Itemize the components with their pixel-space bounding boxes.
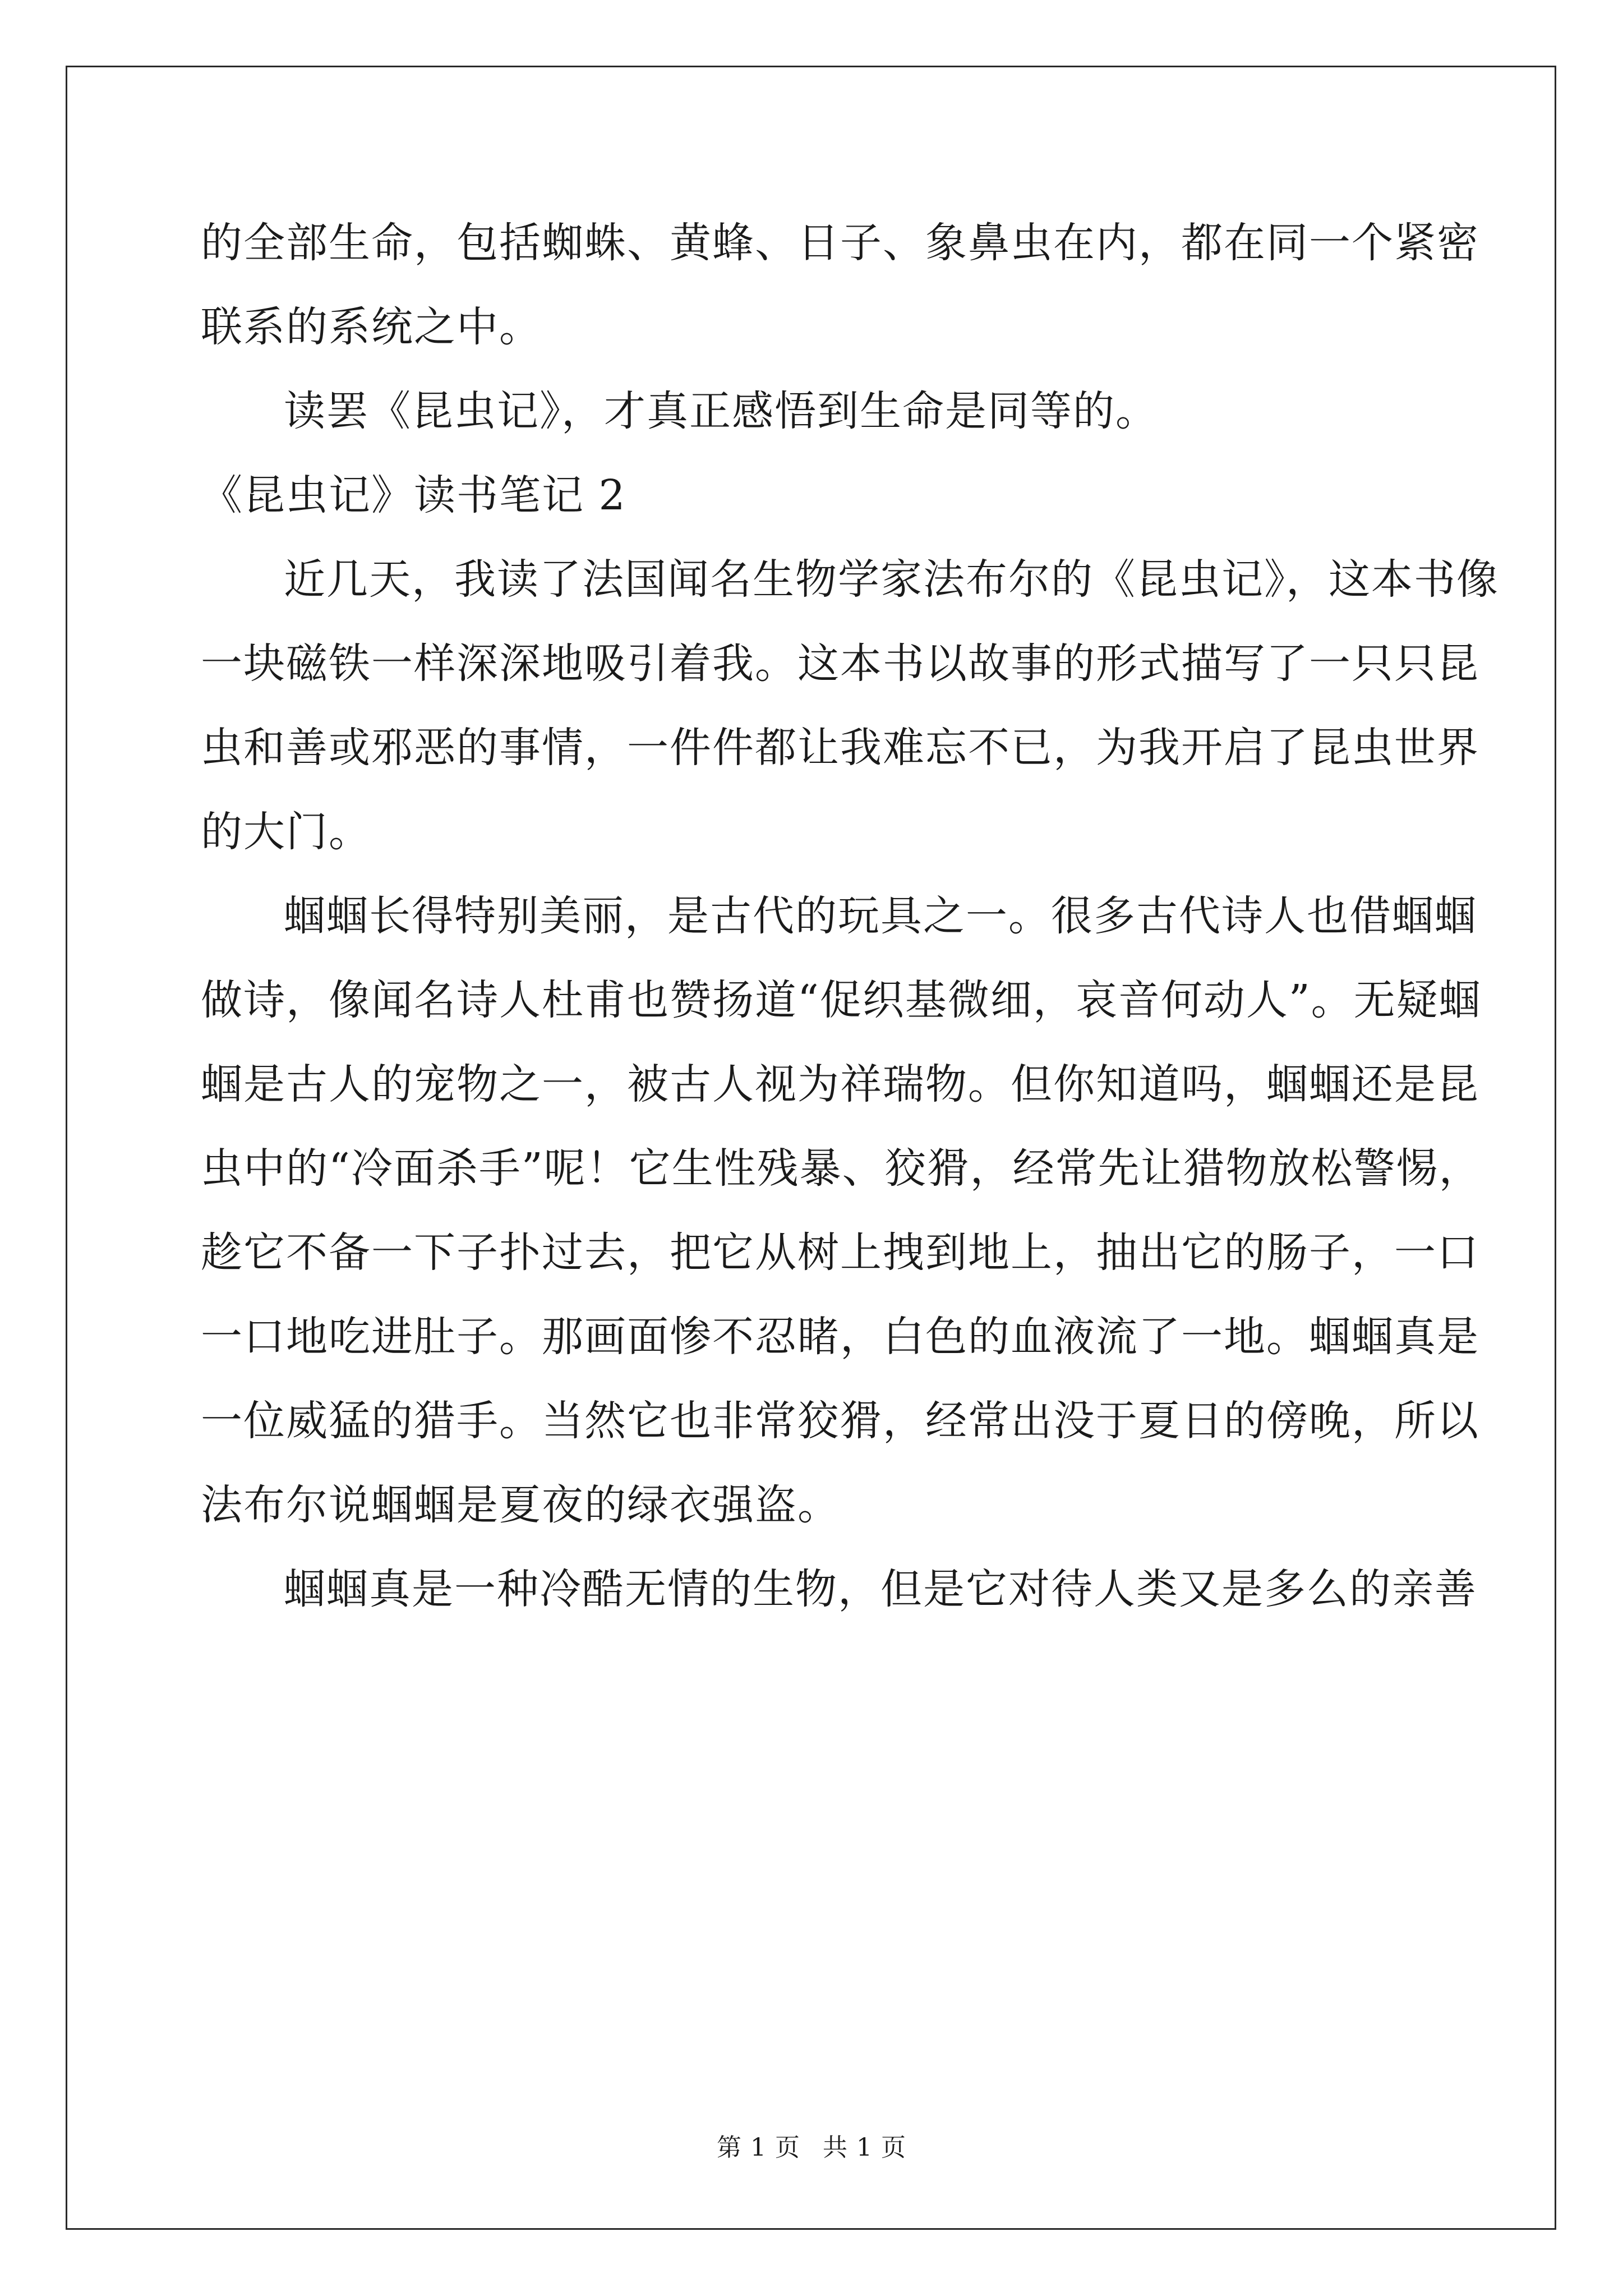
text-line-17: 蝈蝈真是一种冷酷无情的生物，但是它对待人类又是多么的亲善 xyxy=(284,1565,1477,1613)
text-line-15: 一位威猛的猎手。当然它也非常狡猾，经常出没于夏日的傍晚，所以 xyxy=(201,1397,1479,1445)
text-line-7: 虫和善或邪恶的事情，一件件都让我难忘不已，为我开启了昆虫世界 xyxy=(201,724,1479,772)
text-line-11: 蝈是古人的宠物之一，被古人视为祥瑞物。但你知道吗，蝈蝈还是昆 xyxy=(201,1060,1479,1108)
text-line-9: 蝈蝈长得特别美丽，是古代的玩具之一。很多古代诗人也借蝈蝈 xyxy=(284,892,1477,940)
text-line-14: 一口地吃进肚子。那画面惨不忍睹，白色的血液流了一地。蝈蝈真是 xyxy=(201,1313,1479,1361)
text-line-1: 的全部生命，包括蜘蛛、黄蜂、日子、象鼻虫在内，都在同一个紧密 xyxy=(201,219,1479,267)
text-line-16: 法布尔说蝈蝈是夏夜的绿衣强盗。 xyxy=(201,1481,840,1529)
text-line-3: 读罢《昆虫记》，才真正感悟到生命是同等的。 xyxy=(284,387,1158,435)
section-heading: 《昆虫记》读书笔记 2 xyxy=(201,471,626,519)
text-line-2: 联系的系统之中。 xyxy=(201,303,542,351)
page-total: 共 1 页 xyxy=(823,2133,906,2162)
text-line-12: 虫中的“冷面杀手”呢！它生性残暴、狡猾，经常先让猎物放松警惕， xyxy=(201,1144,1482,1193)
page-footer xyxy=(0,2127,1623,2163)
page-number: 第 1 页 xyxy=(717,2133,800,2162)
text-line-10: 做诗，像闻名诗人杜甫也赞扬道“促织基微细，哀音何动人”。无疑蝈 xyxy=(201,976,1482,1024)
text-line-13: 趁它不备一下子扑过去，把它从树上拽到地上，抽出它的肠子，一口 xyxy=(201,1228,1479,1277)
text-line-8: 的大门。 xyxy=(201,808,371,856)
text-line-6: 一块磁铁一样深深地吸引着我。这本书以故事的形式描写了一只只昆 xyxy=(201,639,1479,688)
text-line-5: 近几天，我读了法国闻名生物学家法布尔的《昆虫记》，这本书像 xyxy=(284,555,1499,604)
document-body xyxy=(201,201,1499,1631)
